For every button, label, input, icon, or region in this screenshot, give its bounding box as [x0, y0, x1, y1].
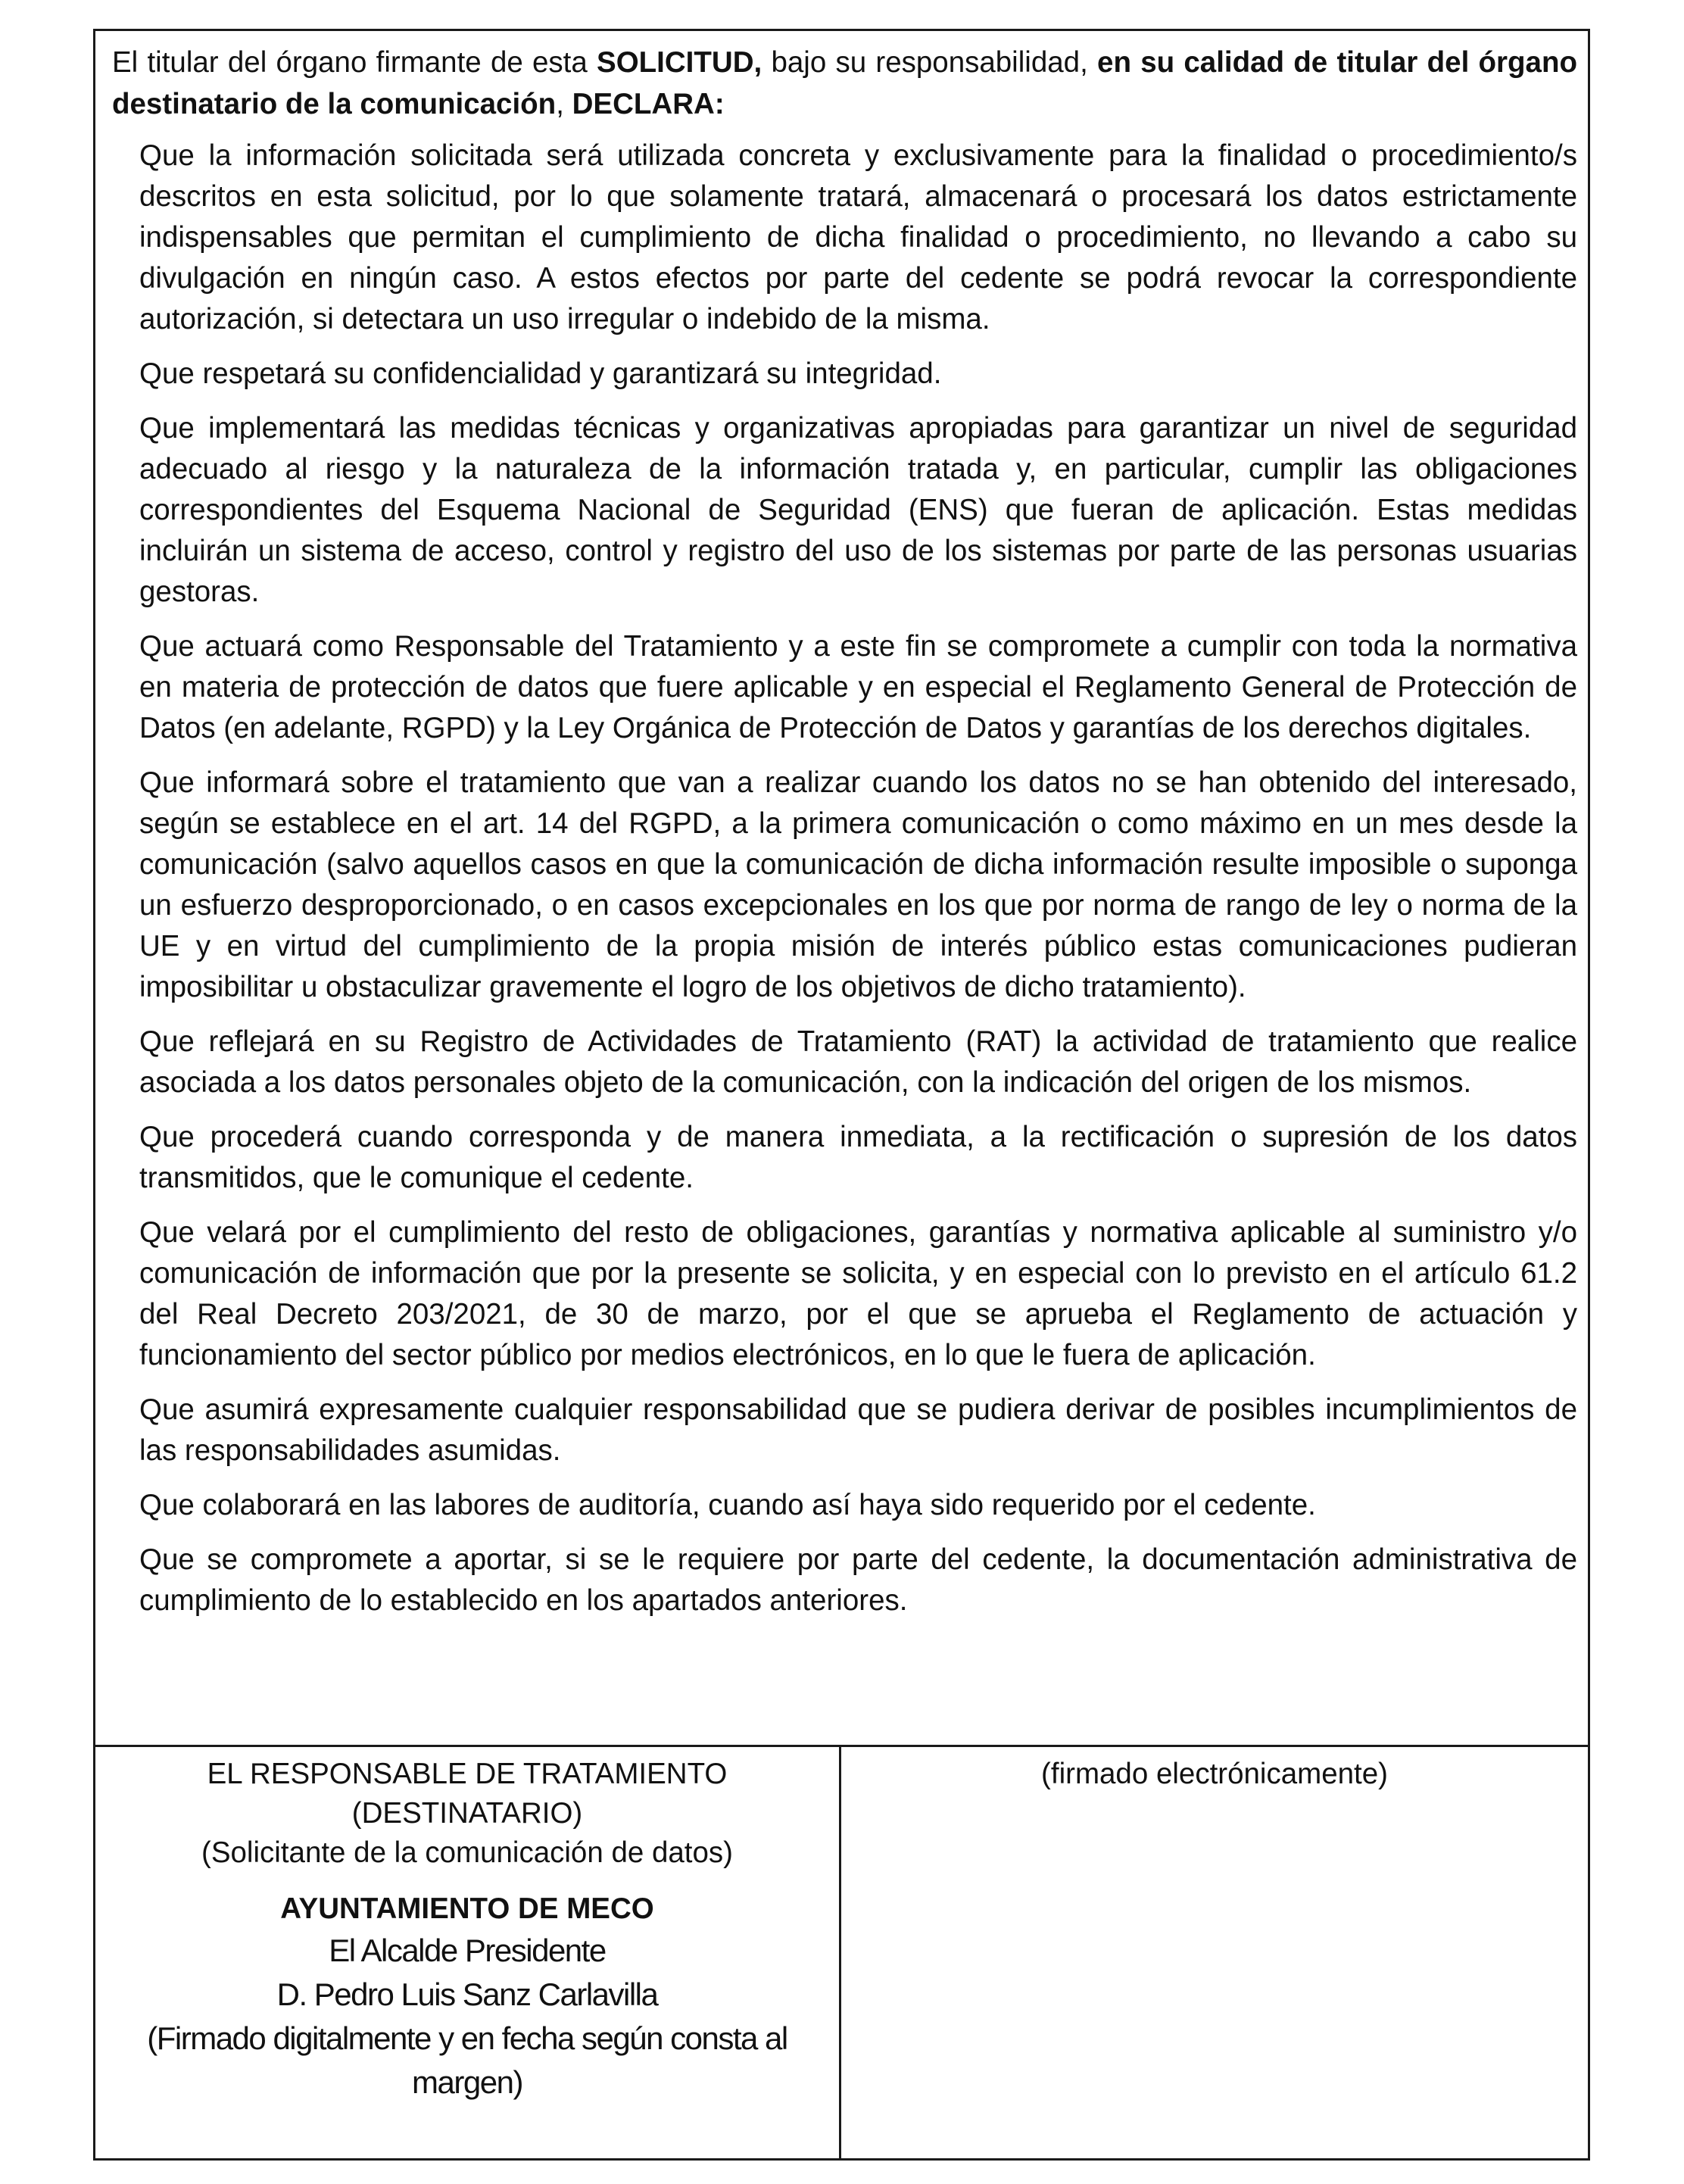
intro-solicitud: SOLICITUD, — [597, 46, 762, 79]
signature-section — [95, 1747, 1588, 2158]
declaration-intro — [112, 42, 1577, 125]
clause-purpose-limitation: Que la información solicitada será utilizada concreta y exclusivamente para la finalidad o procedimiento/s descritos en esta solicitud, por lo que solamente tratará, almacenará o procesará los datos estrictamente indispensables que permitan el cumplimiento de dicha finalidad o procedimiento, no llevando a cabo su divulgación en ningún caso. A estos efectos por parte del cedente se podrá revocar la correspondiente autorización, si detectara un uso irregular o indebido de la misma. — [139, 139, 1577, 335]
signature-role-description: (Solicitante de la comunicación de datos) — [201, 1836, 733, 1869]
clause-controller: Que actuará como Responsable del Tratamiento y a este fin se compromete a cumplir con toda la normativa en materia de protección de datos que fuere aplicable y en especial el Reglamento General de Protección de Datos (en adelante, RGPD) y la Ley Orgánica de Protección de Datos y garantías de los derechos digitales. — [139, 630, 1577, 744]
clause-rectification: Que procederá cuando corresponda y de manera inmediata, a la rectificación o supresión de los datos transmitidos, que le comunique el cedente. — [139, 1121, 1577, 1194]
clause-documentation: Que se compromete a aportar, si se le requiere por parte del cedente, la documentación administrativa de cumplimiento de lo establecido en los apartados anteriores. — [139, 1543, 1577, 1617]
signature-role: EL RESPONSABLE DE TRATAMIENTO — [207, 1758, 728, 1790]
intro-bold: en su calidad de titular del órgano destinatario de la comunicación — [112, 46, 1577, 120]
intro-prefix: El titular del órgano firmante de esta — [112, 46, 597, 79]
clause-audit: Que colaborará en las labores de auditoría, cuando así haya sido requerido por el cedente. — [139, 1489, 1316, 1521]
clause-confidentiality: Que respetará su confidencialidad y garantizará su integridad. — [139, 357, 942, 390]
intro-comma: , — [556, 88, 572, 120]
clause-inform-interested: Que informará sobre el tratamiento que van a realizar cuando los datos no se han obtenido del interesado, según se establece en el art. 14 del RGPD, a la primera comunicación o como máximo en un mes desde la comunicación (salvo aquellos casos en que la comunicación de dicha información resulte imposible o suponga un esfuerzo desproporcionado, o en casos excepcionales en los que por norma de rango de ley o norma de la UE y en virtud del cumplimiento de la propia misión de interés público estas comunicaciones pudieran imposibilitar u obstaculizar gravemente el logro de los objetivos de dicho tratamiento). — [139, 766, 1577, 1003]
clause-responsibility: Que asumirá expresamente cualquier responsabilidad que se pudiera derivar de posibles incumplimientos de las responsabilidades asumidas. — [139, 1393, 1577, 1467]
signature-entity: AYUNTAMIENTO DE MECO — [280, 1892, 654, 1925]
electronic-signature-note: (firmado electrónicamente) — [1041, 1758, 1388, 1790]
signature-block-recipient — [95, 1747, 841, 2158]
clause-security-measures: Que implementará las medidas técnicas y organizativas apropiadas para garantizar un nivel de seguridad adecuado al riesgo y la naturaleza de la información tratada y, en particular, cumplir las obligaciones correspondientes del Esquema Nacional de Seguridad (ENS) que fueran de aplicación. Estas medidas incluirán un sistema de acceso, control y registro del uso de los sistemas por parte de las personas usuarias gestoras. — [139, 412, 1577, 608]
signature-block-electronic — [841, 1747, 1588, 2158]
intro-declara: DECLARA: — [572, 88, 725, 120]
signer-note: (Firmado digitalmente y en fecha según consta al margen) — [147, 2020, 787, 2100]
declaration-form — [93, 29, 1590, 2161]
clause-rat-record: Que reflejará en su Registro de Actividades de Tratamiento (RAT) la actividad de tratamiento que realice asociada a los datos personales objeto de la comunicación, con la indicación del origen de los mismos. — [139, 1025, 1577, 1099]
signer-title: El Alcalde Presidente — [329, 1933, 606, 1968]
clause-compliance: Que velará por el cumplimiento del resto de obligaciones, garantías y normativa aplicable al suministro y/o comunicación de información que por la presente se solicita, y en especial con lo previsto en el artículo 61.2 del Real Decreto 203/2021, de 30 de marzo, por el que se aprueba el Reglamento de actuación y funcionamiento del sector público por medios electrónicos, en lo que le fuera de aplicación. — [139, 1216, 1577, 1371]
intro-middle: bajo su responsabilidad, — [762, 46, 1098, 79]
signer-name: D. Pedro Luis Sanz Carlavilla — [276, 1977, 658, 2012]
signature-role-recipient: (DESTINATARIO) — [351, 1797, 583, 1830]
declaration-section — [95, 31, 1588, 1747]
